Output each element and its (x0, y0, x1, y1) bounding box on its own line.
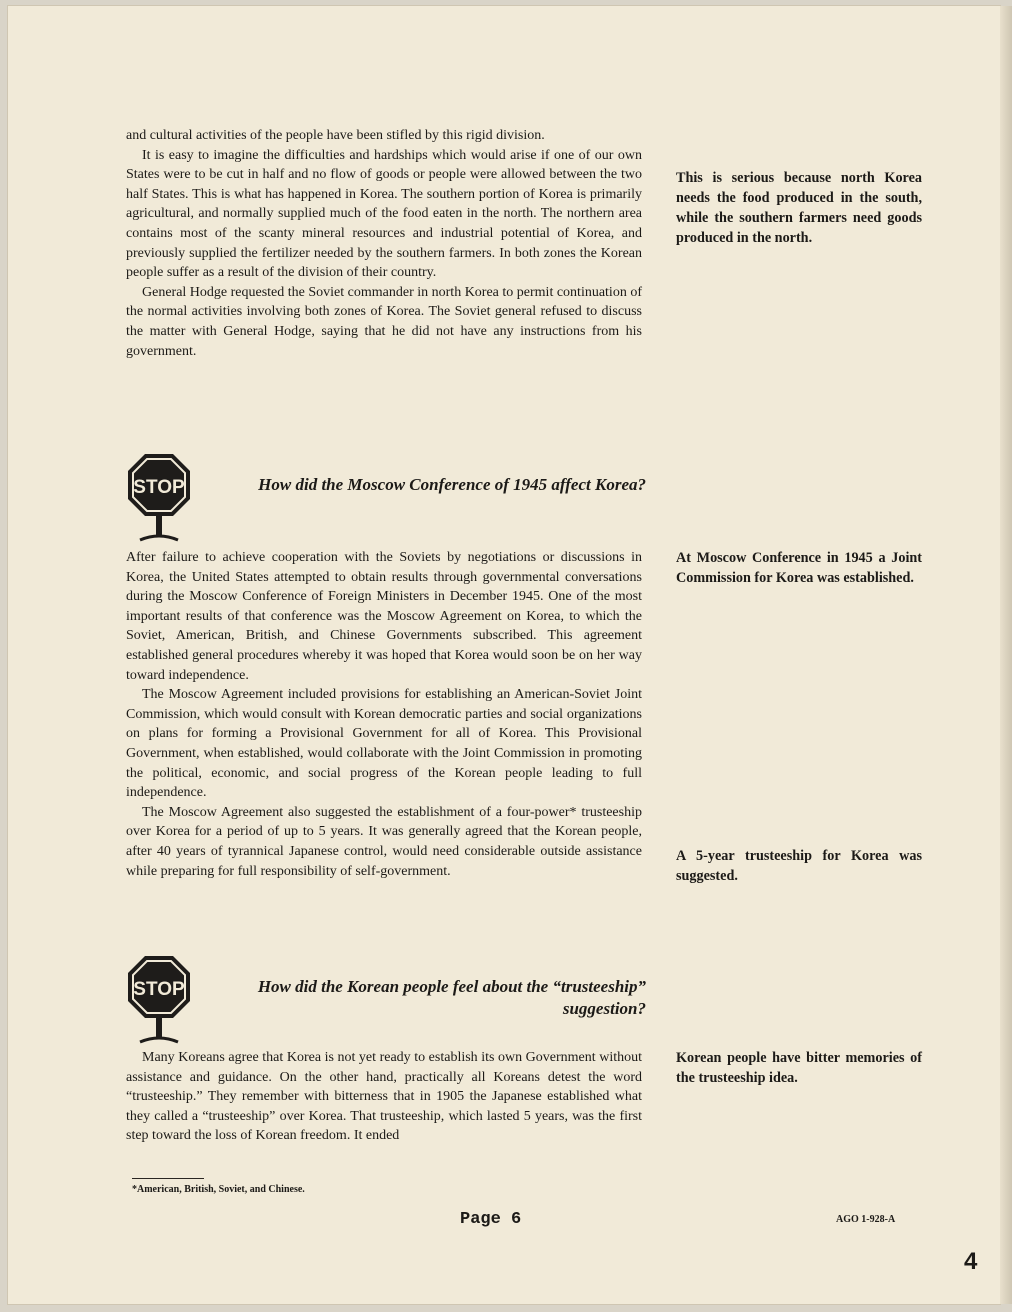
stop-sign-icon (126, 954, 192, 1044)
sidenote: This is serious because north Korea needs the food produced in the south, while the southern farmers need goods produced in the north. (676, 170, 922, 246)
stop-sign-icon (126, 452, 192, 542)
page-number: Page 6 (460, 1210, 522, 1229)
paragraph: It is easy to imagine the difficulties and hardships which would arise if one of our own States were to be cut in half and no flow of goods or people were allowed between the two half States. This is what has happened in Korea. The southern portion of Korea is primarily agricultural, and normally supplied much of the food eaten in the north. The northern area contains most of the scanty mineral resources and industrial potential of Korea, and previously supplied the fertilizer needed by the southern farmers. In both zones the Korean people suffer as a result of the division of their country. (126, 147, 642, 281)
paragraph: and cultural activities of the people have been stifled by this rigid division. (126, 128, 545, 143)
paragraph: The Moscow Agreement included provisions for establishing an American-Soviet Joint Commission, which would consult with Korean democratic parties and social organizations on plans for forming a Provisional Government for all of Korea. This Provisional Government, when established, would collaborate with the Joint Commission in promoting the political, economic, and social progress of the Korean people leading to full independence. (126, 687, 642, 801)
paragraph: After failure to achieve cooperation with the Soviets by negotiations or discussions in Korea, the United States attempted to obtain results through governmental conversations during the Moscow Conference of Foreign Ministers in December 1945. One of the most important results of that conference was the Moscow Agreement on Korea, to which the Soviet, American, British, and Chinese Governments subscribed. This agreement established general procedures whereby it was hoped that Korea would soon be on her way toward independence. (126, 550, 642, 683)
body-text-section-1 (126, 126, 642, 361)
question-text: How did the Moscow Conference of 1945 affect Korea? (258, 475, 646, 494)
footnote-divider (132, 1178, 204, 1179)
sidenote: Korean people have bitter memories of the trusteeship idea. (676, 1050, 922, 1086)
page-edge (1000, 6, 1012, 1304)
body-text-section-2 (126, 548, 642, 881)
stop-sign-label: STOP (133, 979, 185, 1000)
sidenote: At Moscow Conference in 1945 a Joint Commission for Korea was established. (676, 550, 922, 586)
paragraph: General Hodge requested the Soviet commander in north Korea to permit continuation of the normal activities involving both zones of Korea. The Soviet general refused to discuss the matter with General Hodge, saying that he did not have any instructions from his government. (126, 284, 642, 359)
sidenote: A 5-year trusteeship for Korea was suggested. (676, 848, 922, 884)
corner-number: 4 (964, 1248, 978, 1275)
paragraph: Many Koreans agree that Korea is not yet ready to establish its own Government without assistance and guidance. On the other hand, practically all Koreans detest the word “trusteeship.” They remember with bitterness that in 1905 the Japanese established what they called a “trusteeship” over Korea. That trusteeship, which lasted 5 years, was the first step toward the loss of Korean freedom. It ended (126, 1050, 642, 1144)
study-question-2 (126, 954, 646, 1044)
question-text: How did the Korean people feel about the “trusteeship” suggestion? (257, 977, 646, 1018)
stop-sign-label: STOP (133, 477, 185, 498)
study-question-1 (126, 452, 646, 542)
form-number: AGO 1-928-A (836, 1214, 896, 1225)
footnote: *American, British, Soviet, and Chinese. (132, 1184, 305, 1195)
paragraph: The Moscow Agreement also suggested the establishment of a four-power* trusteeship over Korea for a period of up to 5 years. It was generally agreed that the Korean people, after 40 years of tyrannical Japanese control, would need considerable outside assistance while preparing for full responsibility of self-government. (126, 804, 642, 879)
body-text-section-3 (126, 1048, 642, 1146)
